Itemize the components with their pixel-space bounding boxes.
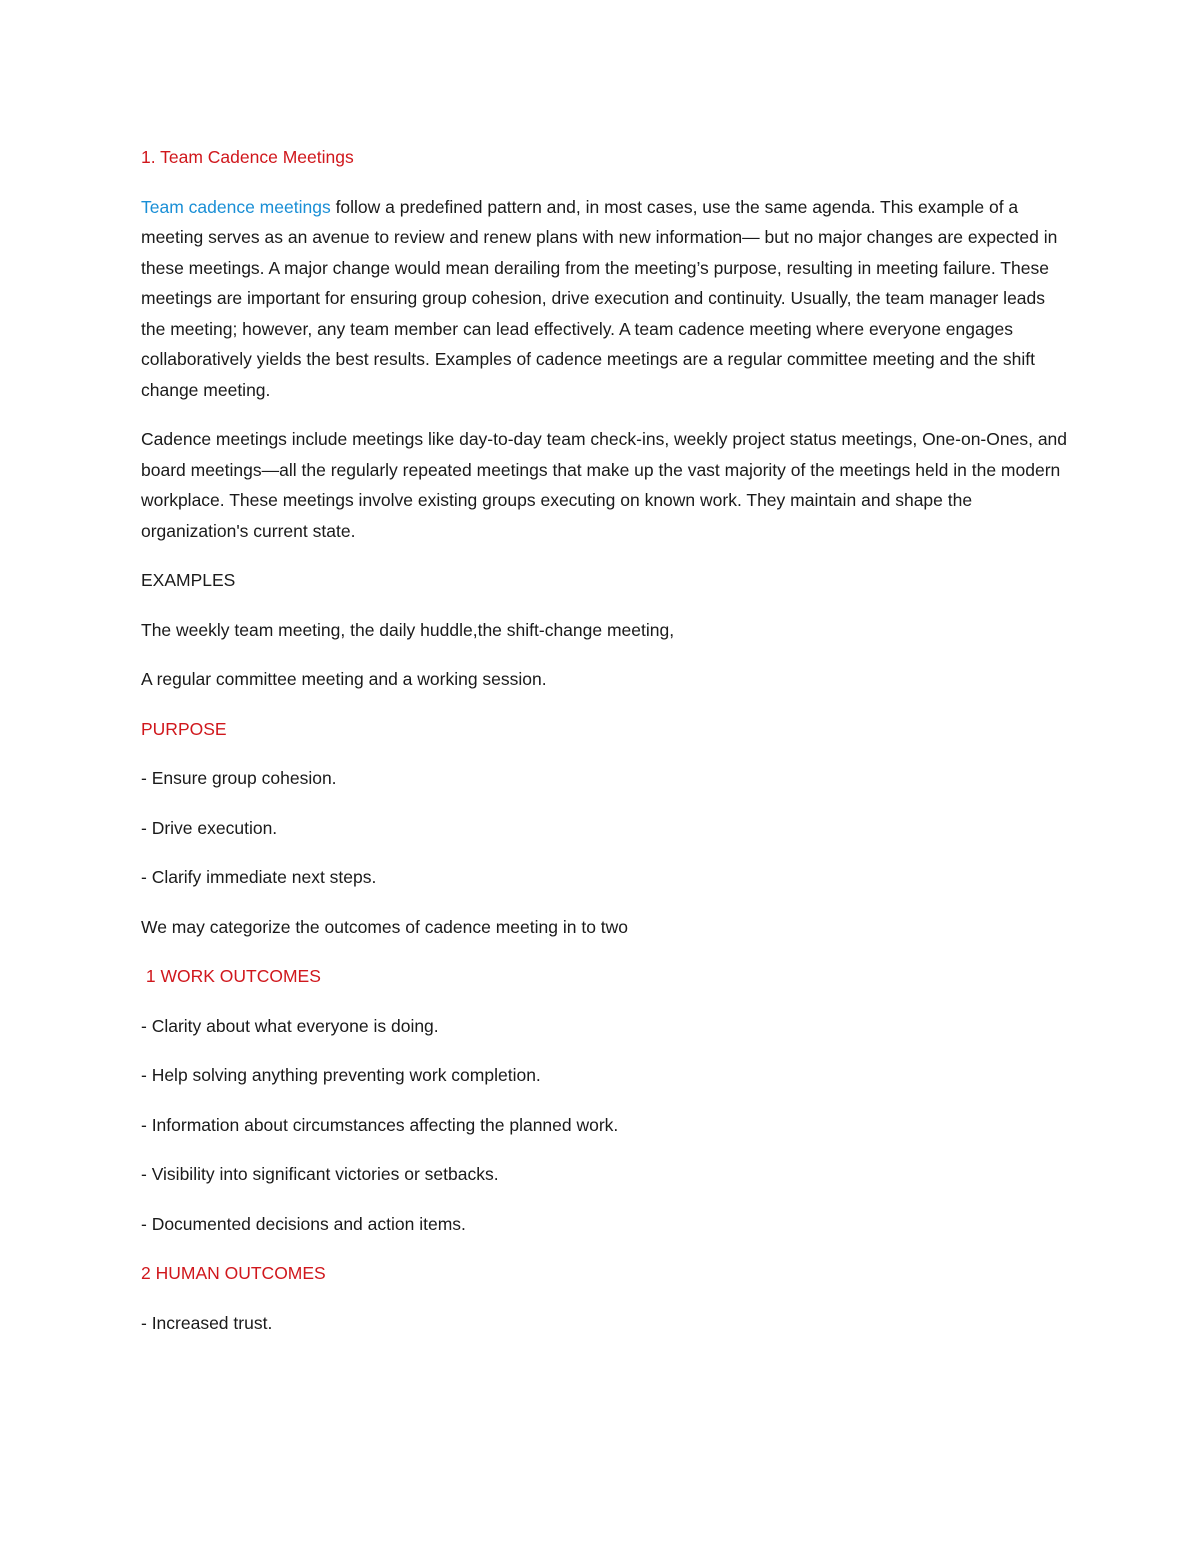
intro-paragraph [141, 192, 1071, 406]
purpose-heading: PURPOSE [141, 718, 227, 739]
outcomes-intro: We may categorize the outcomes of cadence meeting in to two [141, 916, 629, 937]
purpose-item: - Clarify immediate next steps. [141, 867, 377, 887]
purpose-item: - Drive execution. [141, 817, 278, 838]
work-outcomes-heading: 1 WORK OUTCOMES [141, 966, 321, 986]
work-outcome-item: - Information about circumstances affecting the planned work. [141, 1114, 619, 1135]
work-outcome-item: - Visibility into significant victories or setbacks. [141, 1164, 499, 1184]
intro-link[interactable]: Team cadence meetings [141, 196, 331, 217]
human-outcomes-heading: 2 HUMAN OUTCOMES [141, 1263, 326, 1283]
work-outcome-item: - Documented decisions and action items. [141, 1213, 466, 1234]
work-outcome-item: - Help solving anything preventing work completion. [141, 1065, 541, 1085]
cadence-paragraph: Cadence meetings include meetings like day-to-day team check-ins, weekly project status meetings, One-on-Ones, and board meetings—all the regularly repeated meetings that make up the vast majority of the meetings held in the modern workplace. These meetings involve existing groups executing on known work. They maintain and shape the organization's current state. [141, 429, 1068, 541]
human-outcome-item: - Increased trust. [141, 1312, 273, 1333]
document-body [141, 142, 1071, 1357]
examples-line: A regular committee meeting and a working session. [141, 669, 547, 689]
section-title: 1. Team Cadence Meetings [141, 147, 354, 167]
examples-line: The weekly team meeting, the daily huddle,the shift-change meeting, [141, 619, 675, 640]
work-outcome-item: - Clarity about what everyone is doing. [141, 1015, 439, 1036]
examples-heading: EXAMPLES [141, 570, 236, 590]
purpose-item: - Ensure group cohesion. [141, 768, 337, 788]
intro-text: follow a predefined pattern and, in most cases, use the same agenda. This example of a meeting serves as an avenue to review and renew plans with new information— but no major changes are expected in these meetings. A major change would mean derailing from the meeting’s purpose, resulting in meeting failure. These meetings are important for ensuring group cohesion, drive execution and continuity. Usually, the team manager leads the meeting; however, any team member can lead effectively. A team cadence meeting where everyone engages collaboratively yields the best results. Examples of cadence meetings are a regular committee meeting and the shift change meeting. [141, 196, 1058, 400]
